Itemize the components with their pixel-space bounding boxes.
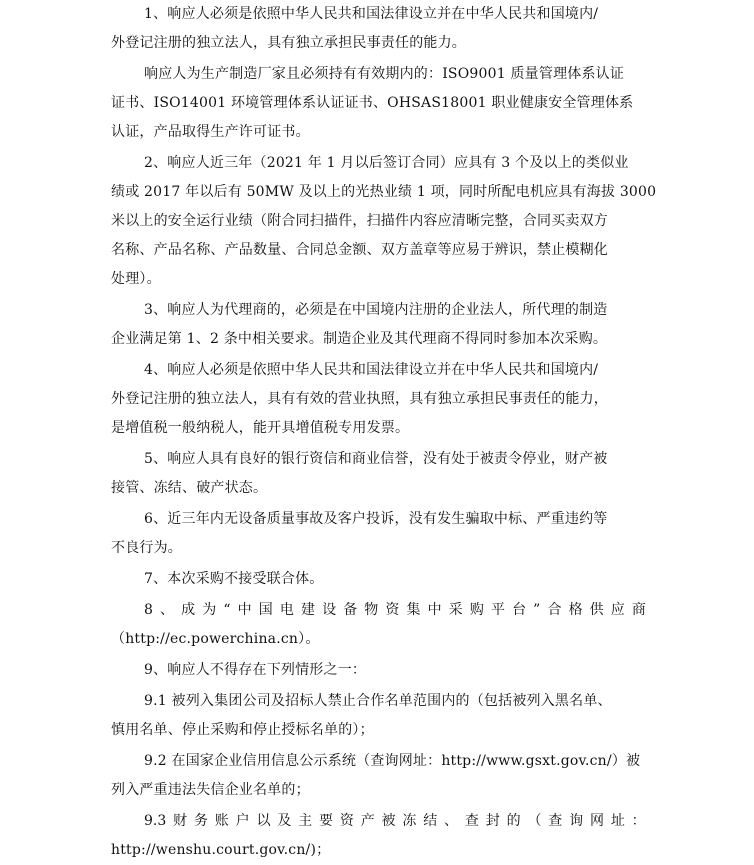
clause-8-char-14: 中 [427,602,442,618]
clause-8-char-16: 购 [469,602,484,618]
clause-1b-line-3: 认证，产品取得生产许可证书。 [111,124,310,140]
clause-8-char-22: 供 [589,602,604,618]
clause-2-line-4: 名称、产品名称、产品数量、合同总金额、双方盖章等应易于辨识，禁止模糊化 [111,242,608,258]
clause-9-2-line-2: 列入严重违法失信企业名单的； [111,782,310,798]
clause-4 [111,356,646,443]
clause-9-3-char-22: 址 [610,813,625,829]
clause-9-3-char-13: 结 [423,813,438,829]
clause-9-3-char-16: 封 [485,813,500,829]
clause-1 [111,0,646,58]
clause-8-char-6: 国 [258,602,273,618]
clause-8-char-7: 电 [279,602,294,618]
clause-1b-line-2: 证书、ISO14001 环境管理体系认证证书、OHSAS18001 职业健康安全管理体系 [111,95,634,111]
clause-4-line-2: 外登记注册的独立法人，具有有效的营业执照，具有独立承担民事责任的能力， [111,391,608,407]
clause-2-line-2: 绩或 2017 年以后有 50MW 及以上的光热业绩 1 项，同时所配电机应具有海拔 3000 [111,184,657,200]
clause-1-line-2: 外登记注册的独立法人，具有独立承担民事责任的能力。 [111,35,466,51]
clause-8-char-13: 集 [406,602,421,618]
clause-9-1-line-2: 慎用名单、停止采购和停止授标名单的）； [111,722,374,738]
clause-4-line-3: 是增值税一般纳税人，能开具增值税专用发票。 [111,420,410,436]
clause-3-line-1: 3、响应人为代理商的，必须是在中国境内注册的企业法人，所代理的制造 [144,302,608,318]
clause-8-char-11: 物 [364,602,379,618]
clause-9-3-char-15: 查 [464,813,479,829]
clause-8-char-20: 合 [547,602,562,618]
clause-6-line-1: 6、近三年内无设备质量事故及客户投诉，没有发生骗取中标、严重违约等 [144,511,608,527]
clause-6 [111,505,646,563]
clause-8-char-21: 格 [568,602,583,618]
clause-7 [111,565,646,594]
clause-8-char-24: 商 [631,602,646,618]
clause-9-3-char-3: 账 [214,813,229,829]
clause-7-line-1: 7、本次采购不接受联合体。 [144,571,324,587]
clause-8-char-1: 、 [160,602,175,618]
clause-8-char-4: “ [223,602,231,618]
clause-2 [111,149,657,294]
clause-8-char-8: 建 [300,602,315,618]
clause-5-line-1: 5、响应人具有良好的银行资信和商业信誉，没有处于被责令停业，财产被 [144,451,608,467]
clause-9-3-char-12: 冻 [402,813,417,829]
document-page [111,0,657,865]
clause-5 [111,445,646,503]
clause-8-line-1 [111,596,646,625]
clause-9-3-char-2: 务 [193,813,208,829]
clause-9-2 [111,747,646,805]
clause-9-3-char-18: （ [527,813,542,829]
clause-8-char-10: 备 [343,602,358,618]
clause-1-certificates [111,60,646,147]
clause-9-3-char-0: 9.3 [144,813,167,829]
clause-4-line-1: 4、响应人必须是依照中华人民共和国法律设立并在中华人民共和国境内/ [144,362,599,378]
clause-9-3-char-4: 户 [235,813,250,829]
clause-9-2-line-1: 9.2 在国家企业信用信息公示系统（查询网址：http://www.gsxt.gov.cn/）被 [144,753,641,769]
clause-8-char-9: 设 [322,602,337,618]
clause-9-3-char-8: 要 [319,813,334,829]
clause-3 [111,296,646,354]
clause-9-3-line-1 [111,807,646,836]
clause-3-line-2: 企业满足第 1、2 条中相关要求。制造企业及其代理商不得同时参加本次采购。 [111,331,608,347]
clause-8-char-19: ” [533,602,541,618]
clause-8-char-17: 平 [490,602,505,618]
clause-9-line-1: 9、响应人不得存在下列情形之一： [144,662,367,678]
clause-9-3-char-20: 询 [569,813,584,829]
clause-9 [111,656,646,685]
clause-9-3-char-19: 查 [548,813,563,829]
clause-8 [111,596,646,654]
clause-1-line-1: 1、响应人必须是依照中华人民共和国法律设立并在中华人民共和国境内/ [144,6,599,22]
clause-2-line-3: 米以上的安全运行业绩（附合同扫描件，扫描件内容应清晰完整，合同买卖双方 [111,213,608,229]
clause-8-char-12: 资 [385,602,400,618]
clause-9-3 [111,807,646,865]
clause-9-3-char-1: 财 [173,813,188,829]
clause-9-1-line-1: 9.1 被列入集团公司及招标人禁止合作名单范围内的（包括被列入黑名单、 [144,693,612,709]
clause-9-3-char-11: 被 [381,813,396,829]
clause-8-char-18: 台 [512,602,527,618]
clause-8-char-23: 应 [610,602,625,618]
clause-9-1 [111,687,646,745]
clause-9-3-char-14: 、 [444,813,459,829]
clause-9-3-line-2: http://wenshu.court.gov.cn/)； [111,842,331,858]
clause-8-char-0: 8 [144,602,153,618]
clause-8-char-15: 采 [448,602,463,618]
clause-9-3-char-10: 产 [360,813,375,829]
clause-8-char-3: 为 [202,602,217,618]
clause-2-line-5: 处理）。 [111,271,161,287]
clause-1b-line-1: 响应人为生产制造厂家且必须持有有效期内的：ISO9001 质量管理体系认证 [144,66,625,82]
clause-9-3-char-7: 主 [298,813,313,829]
clause-8-line-2: （http://ec.powerchina.cn）。 [111,631,320,647]
clause-9-3-char-17: 的 [506,813,521,829]
clause-2-line-1: 2、响应人近三年（2021 年 1 月以后签订合同）应具有 3 个及以上的类似业 [144,155,629,171]
clause-9-3-char-6: 及 [277,813,292,829]
clause-6-line-2: 不良行为。 [111,540,182,556]
clause-5-line-2: 接管、冻结、破产状态。 [111,480,268,496]
clause-9-3-char-23: ： [631,813,646,829]
clause-8-char-2: 成 [181,602,196,618]
clause-8-char-5: 中 [237,602,252,618]
clause-9-3-char-21: 网 [589,813,604,829]
clause-9-3-char-5: 以 [256,813,271,829]
clause-9-3-char-9: 资 [339,813,354,829]
